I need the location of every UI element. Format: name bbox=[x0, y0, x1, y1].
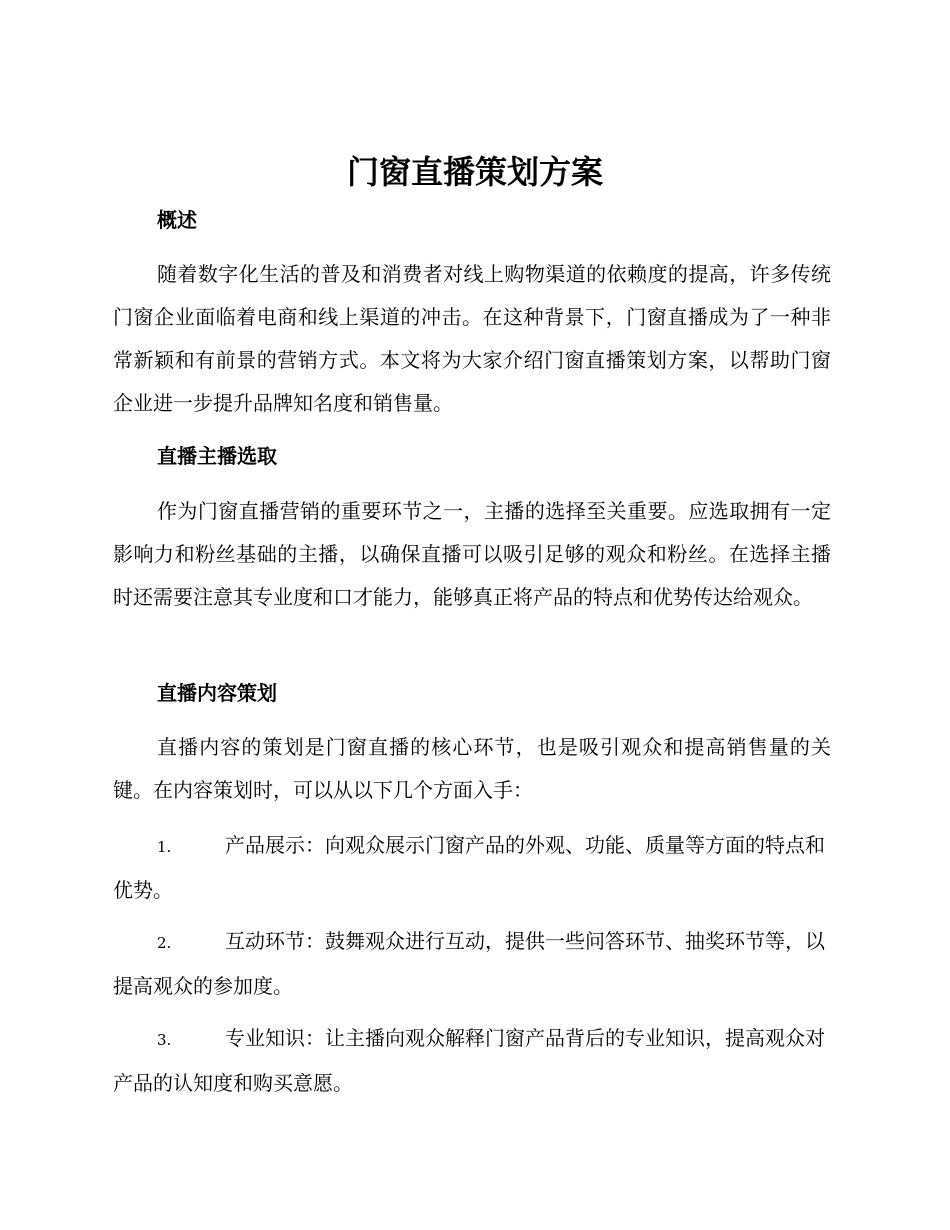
list-item bbox=[113, 1017, 831, 1105]
list-item bbox=[113, 824, 831, 912]
section-heading-content-planning: 直播内容策划 bbox=[157, 681, 277, 705]
paragraph-overview: 随着数字化生活的普及和消费者对线上购物渠道的依赖度的提高，许多传统门窗企业面临着电商和线上渠道的冲击。在这种背景下，门窗直播成为了一种非常新颖和有前景的营销方式。本文将为大家介绍门窗直播策划方案，以帮助门窗企业进一步提升品牌知名度和销售量。 bbox=[113, 262, 831, 415]
list-item-text: 专业知识：让主播向观众解释门窗产品背后的专业知识，提高观众对产品的认知度和购买意愿。 bbox=[113, 1026, 825, 1095]
list-item-text: 产品展示：向观众展示门窗产品的外观、功能、质量等方面的特点和优势。 bbox=[113, 833, 825, 902]
list-item-number: 1. bbox=[157, 838, 172, 856]
section-heading-host-selection: 直播主播选取 bbox=[157, 444, 277, 468]
document-title: 门窗直播策划方案 bbox=[346, 153, 603, 191]
list-item-number: 2. bbox=[157, 934, 172, 952]
list-item bbox=[113, 920, 831, 1008]
paragraph-host-selection: 作为门窗直播营销的重要环节之一，主播的选择至关重要。应选取拥有一定影响力和粉丝基础的主播，以确保直播可以吸引足够的观众和粉丝。在选择主播时还需要注意其专业度和口才能力，能够真正将产品的特点和优势传达给观众。 bbox=[113, 499, 831, 609]
list-item-text: 互动环节：鼓舞观众进行互动，提供一些问答环节、抽奖环节等，以提高观众的参加度。 bbox=[113, 929, 825, 998]
paragraph-content-planning: 直播内容的策划是门窗直播的核心环节，也是吸引观众和提高销售量的关键。在内容策划时，可以从以下几个方面入手： bbox=[113, 735, 831, 802]
section-heading-overview: 概述 bbox=[157, 208, 197, 232]
list-item-number: 3. bbox=[157, 1031, 172, 1049]
